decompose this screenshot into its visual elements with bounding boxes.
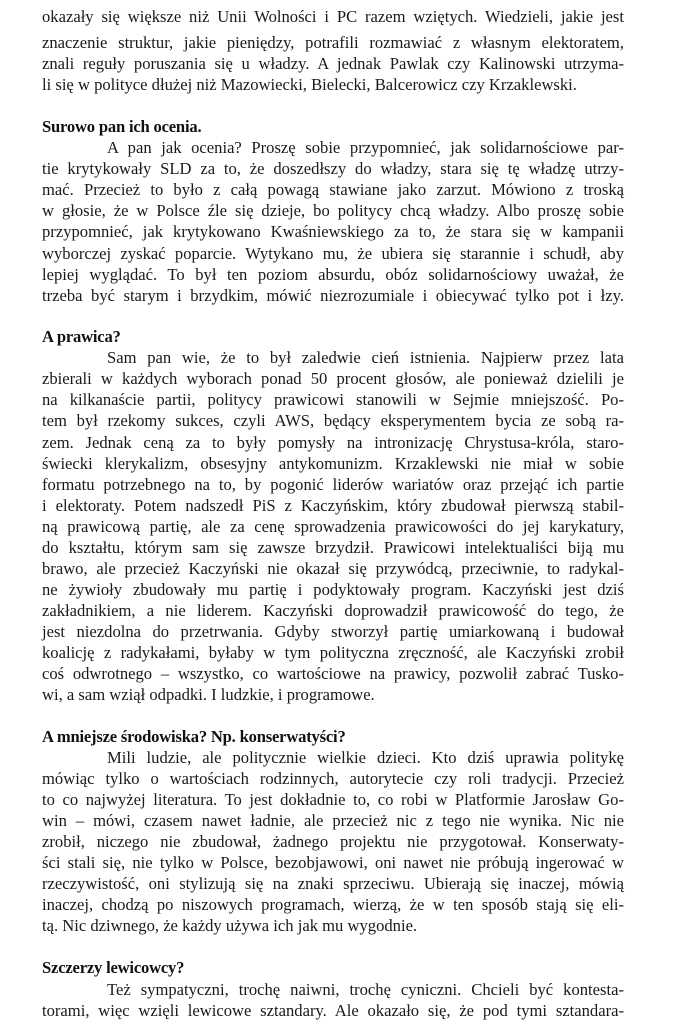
text-line: formatu potrzebnego na to, by pogonić liderów wariatów oraz przejąć ich partie [42, 475, 624, 494]
text-line: rzeczywistość, oni stylizują się na znaki sprzeciwu. Ubierają się inaczej, mówią [42, 874, 624, 893]
text-line: tem był rzekomy sukces, czyli AWS, będący eksperymentem bycia ze sobą ra- [42, 411, 624, 430]
text-line: zbierali w każdych wyborach ponad 50 procent głosów, ale ponieważ dzielili je [42, 369, 624, 388]
text-line: okazały się większe niż Unii Wolności i PC razem wziętych. Wiedzieli, jakie jest [42, 7, 624, 26]
text-line: przypomnieć, jak krytykowano Kwaśniewskiego za to, że stara się w kampanii [42, 222, 624, 241]
text-line: ną prawicową partię, ale za cenę sprowadzenia prawicowości do jej karykatury, [42, 517, 624, 536]
text-line: mówiąc tylko o wartościach rodzinnych, autorytecie czy roli tradycji. Przecież [42, 769, 624, 788]
text-line: zakładnikiem, a nie liderem. Kaczyński doprowadził prawicowość do tego, że [42, 601, 624, 620]
text-line: mać. Przecież to było z całą powagą stawiane jako zarzut. Mówiono z troską [42, 180, 624, 199]
text-line: znali reguły poruszania się u władzy. A jednak Pawlak czy Kalinowski utrzyma- [42, 54, 624, 73]
text-line: zrobił, niczego nie zbudował, żadnego projektu nie przygotował. Konserwaty- [42, 832, 624, 851]
interview-question: A prawica? [42, 327, 121, 346]
text-line: na kilkanaście partii, politycy prawicowi stanowili w Sejmie mniejszość. Po- [42, 390, 624, 409]
text-line: lepiej wyglądać. To był ten poziom absurdu, obóz solidarnościowy uważał, że [42, 265, 624, 284]
text-line: Sam pan wie, że to był zaledwie cień istnienia. Najpierw przez lata [107, 348, 624, 367]
text-line: w głosie, że w Polsce źle się dzieje, bo politycy chcą władzy. Albo proszę sobie [42, 201, 624, 220]
text-line: koalicję z radykałami, byłaby w tym polityczna zręczność, ale Kaczyński zrobił [42, 643, 624, 662]
text-line: wi, a sam wziął odpadki. I ludzkie, i programowe. [42, 685, 375, 704]
text-line: brawo, ale przecież Kaczyński nie okazał się przywódcą, przeciwnie, to radykal- [42, 559, 624, 578]
text-line: ści stali się, nie tylko w Polsce, bezobjawowi, oni nawet nie próbują ingerować w [42, 853, 624, 872]
text-line: wyborczej zyskać poparcie. Wytykano mu, że ubiera się starannie i schudł, aby [42, 244, 624, 263]
interview-question: Szczerzy lewicowcy? [42, 958, 185, 977]
interview-question: Surowo pan ich ocenia. [42, 117, 202, 136]
text-line: jest niezdolna do przetrwania. Gdyby stworzył partię umiarkowaną i budował [42, 622, 624, 641]
text-line: to co najwyżej literatura. To jest dokładnie to, co robi w Platformie Jarosław Go- [42, 790, 624, 809]
text-line: li się w polityce dłużej niż Mazowiecki, Bielecki, Balcerowicz czy Krzaklewski. [42, 75, 577, 94]
text-line: zem. Jednak ceną za to były pomysły na intronizację Chrystusa-króla, staro- [42, 433, 624, 452]
text-line: znaczenie struktur, jakie pieniędzy, potrafili rozmawiać z własnym elektoratem, [42, 33, 624, 52]
text-line: do kształtu, którym sam się zawsze brzydził. Prawicowi intelektualiści biją mu [42, 538, 624, 557]
text-line: Mili ludzie, ale politycznie wielkie dzieci. Kto dziś uprawia politykę [107, 748, 624, 767]
text-line: tą. Nic dziwnego, że każdy używa ich jak mu wygodnie. [42, 916, 418, 935]
text-line: i elektoraty. Potem nadszedł PiS z Kaczyńskim, który zbudował pierwszą stabil- [42, 496, 624, 515]
text-line: coś odwrotnego – wszystko, co wartościowe na prawicy, pozwolił zabrać Tusko- [42, 664, 624, 683]
text-line: win – mówi, czasem nawet ładnie, ale przecież nic z tego nie wynika. Nic nie [42, 811, 624, 830]
interview-question: A mniejsze środowiska? Np. konserwatyści? [42, 727, 346, 746]
text-line: A pan jak ocenia? Proszę sobie przypomnieć, jak solidarnościowe par- [107, 138, 624, 157]
text-line: torami, więc wzięli lewicowe sztandary. Ale okazało się, że pod tymi sztandara- [42, 1001, 624, 1020]
text-line: inaczej, chodzą po niszowych programach, wierzą, że w ten sposób stają się eli- [42, 895, 624, 914]
text-line: świecki klerykalizm, obsesyjny antykomunizm. Krzaklewski nie miał w sobie [42, 454, 624, 473]
text-line: tie krytykowały SLD za to, że doszedłszy do władzy, stara się tę władzę utrzy- [42, 159, 624, 178]
text-line: Też sympatyczni, trochę naiwni, trochę cyniczni. Chcieli być kontesta- [107, 980, 624, 999]
text-line: trzeba być starym i brzydkim, mówić niezrozumiale i obiecywać tylko pot i łzy. [42, 286, 624, 305]
text-line: ne żywioły zbudowały mu partię i podyktowały program. Kaczyński jest dziś [42, 580, 624, 599]
